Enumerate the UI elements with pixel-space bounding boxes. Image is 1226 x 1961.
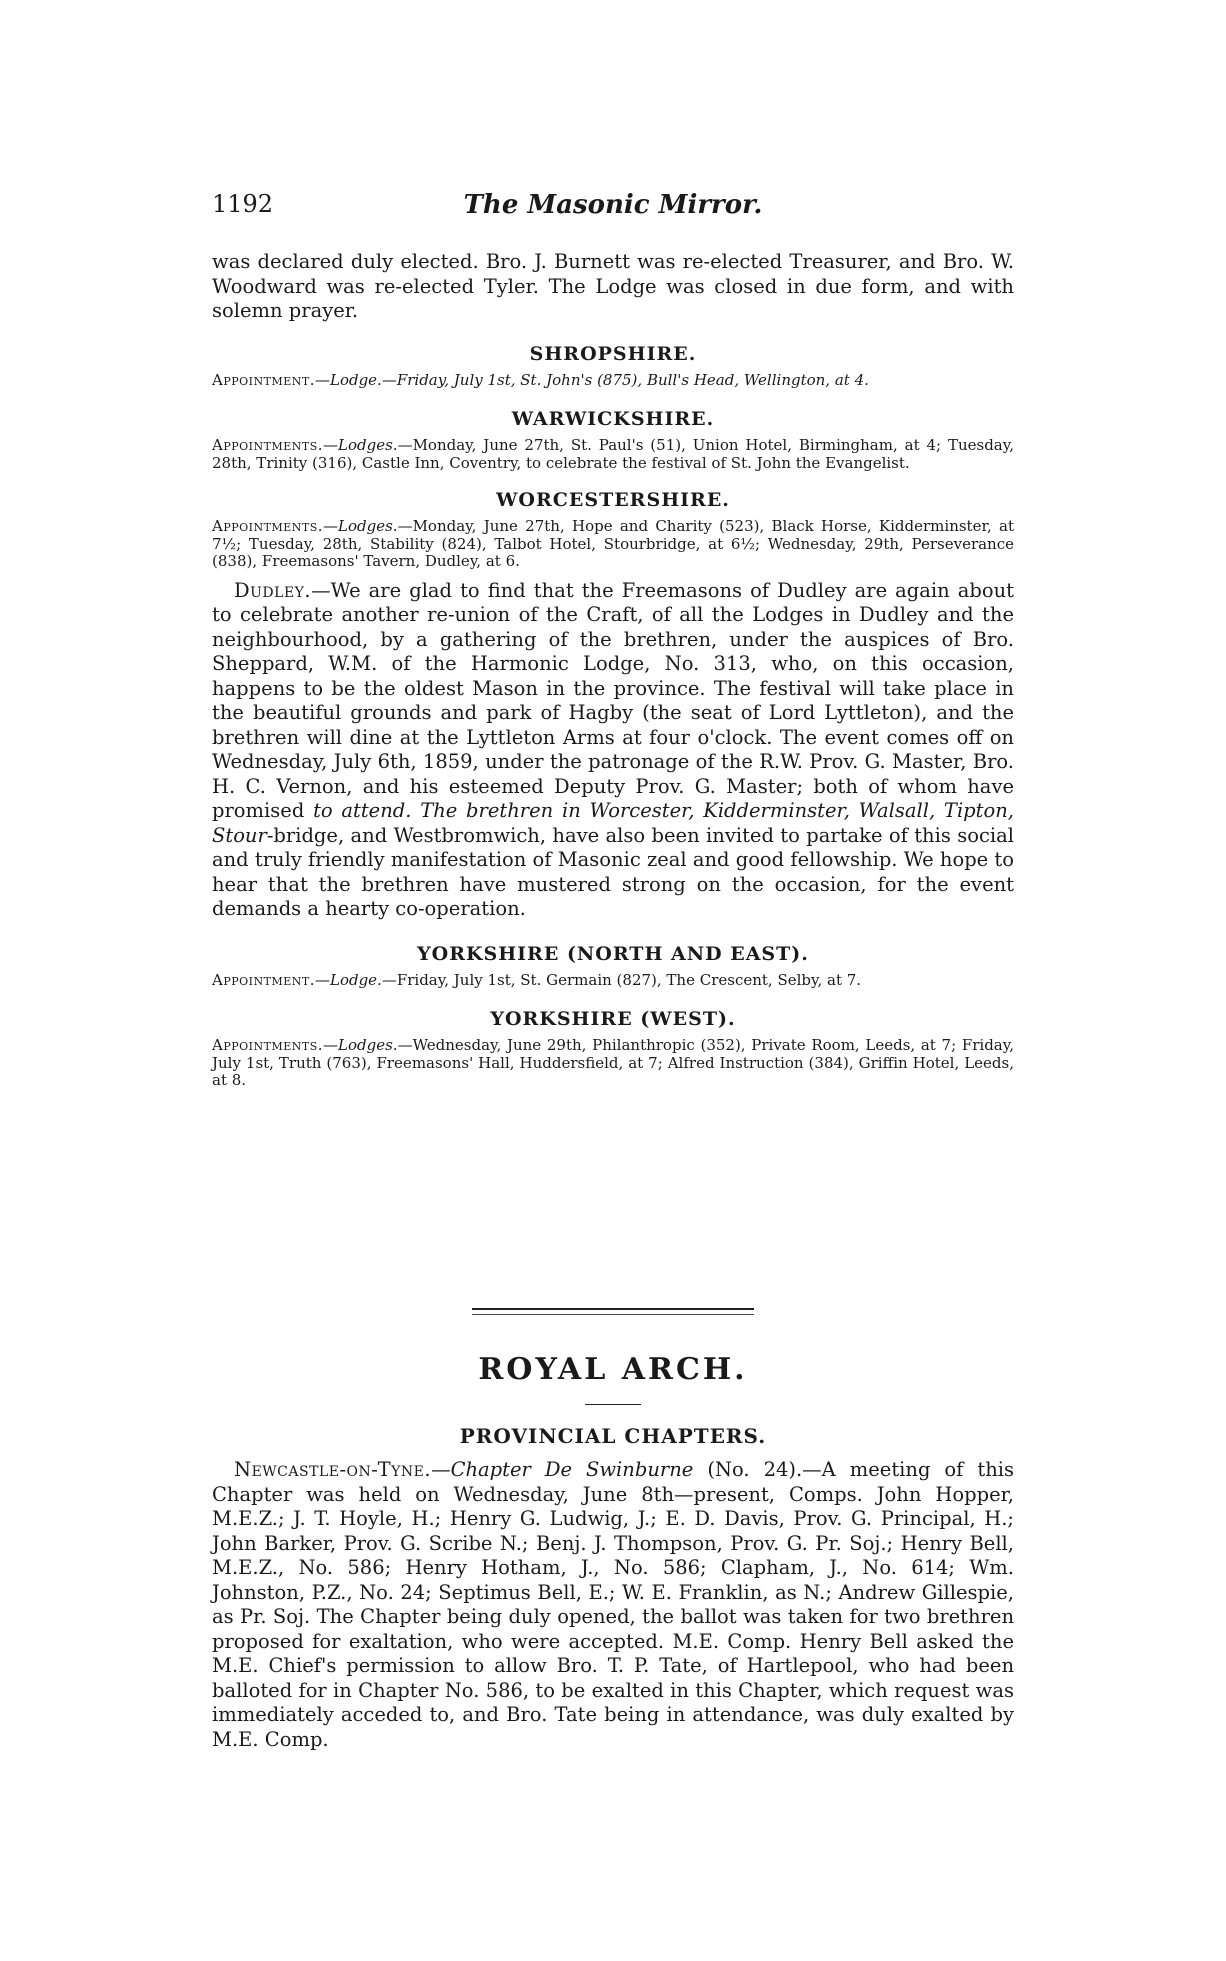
main-column	[212, 250, 1014, 1090]
page-number: 1192	[212, 190, 274, 218]
appointment-text: —Lodge.—Friday, July 1st, St. John's (875), Bull's Head, Wellington, at 4.	[314, 370, 869, 389]
running-title: The Masonic Mirror.	[463, 190, 763, 220]
heading-yorkshire-west: YORKSHIRE (WEST).	[490, 1008, 736, 1030]
dudley-text-2: bridge, and Westbromwich, have also been invited to partake of this social and truly friendly manifestation of Masonic zeal and good fellowship. We hope to hear that the brethren have mustered strong on the occasion, for the event demands a hearty co-operation.	[212, 823, 1014, 920]
heading-worcestershire: WORCESTERSHIRE.	[496, 489, 730, 511]
yorkshire-ne-appointment	[212, 972, 1014, 990]
appointments-text: —Monday, June 27th, St. Paul's (51), Union Hotel, Birmingham, at 4; Tuesday, 28th, Trinity (316), Castle Inn, Coventry, to celebrate the festival of St. John the Evangelist.	[212, 436, 1014, 472]
opening-paragraph: was declared duly elected. Bro. J. Burnett was re-elected Treasurer, and Bro. W. Woodward was re-elected Tyler. The Lodge was closed in due form, and with solemn prayer.	[212, 250, 1014, 322]
newcastle-paragraph	[212, 1458, 1014, 1752]
appointment-label: Appointment.	[212, 370, 315, 389]
newcastle-text: (No. 24).—A meeting of this Chapter was held on Wednesday, June 8th—present, Comps. John Hopper, M.E.Z.; J. T. Hoyle, H.; Henry G. Ludwig, J.; E. D. Davis, Prov. G. Principal, H.; John Barker, Prov. G. Scribe N.; Benj. J. Thompson, Prov. G. Pr. Soj.; Henry Bell, M.E.Z., No. 586; Henry Hotham, J., No. 586; Clapham, J., No. 614; Wm. Johnston, P.Z., No. 24; Septimus Bell, E.; W. E. Franklin, as N.; Andrew Gillespie, as Pr. Soj. The Chapter being duly opened, the ballot was taken for two brethren proposed for exaltation, who were accepted. M.E. Comp. Henry Bell asked the M.E. Chief's permission to allow Bro. T. P. Tate, of Hartlepool, who had been balloted for in Chapter No. 586, to be exalted in this Chapter, which request was immediately acceded to, and Bro. Tate being in attendance, was duly exalted by M.E. Comp.	[212, 1458, 1014, 1751]
heading-yorkshire-north-east: YORKSHIRE (NORTH AND EAST).	[417, 942, 809, 965]
chapter-label: —Chapter De Swinburne	[431, 1458, 694, 1481]
worcestershire-appointments	[212, 518, 1014, 571]
dudley-italic: to attend. The brethren in Worcester, Kidderminster, Walsall, Tipton, Stour-	[212, 799, 1014, 847]
appointment-label: Appointment.	[212, 970, 315, 989]
provincial-chapters-section	[212, 1424, 1014, 1752]
appointments-label: Appointments.	[212, 436, 324, 454]
yorkshire-w-appointments	[212, 1037, 1014, 1090]
heading-warwickshire: WARWICKSHIRE.	[511, 408, 715, 430]
dudley-paragraph	[212, 579, 1014, 922]
page-header	[212, 190, 1014, 232]
lodges-label: —Lodges.	[323, 1036, 398, 1054]
lodges-label: —Lodges.	[323, 517, 398, 535]
lodge-label: —Lodge.	[314, 970, 382, 989]
shropshire-appointment	[212, 372, 1014, 390]
warwickshire-appointments	[212, 437, 1014, 472]
royal-arch-section	[212, 1352, 1014, 1388]
heading-provincial-chapters: PROVINCIAL CHAPTERS.	[459, 1424, 767, 1448]
appointment-text: —Friday, July 1st, St. Germain (827), The Crescent, Selby, at 7.	[381, 970, 862, 989]
appointments-text: —Wednesday, June 29th, Philanthropic (352), Private Room, Leeds, at 7; Friday, July 1st, Truth (763), Freemasons' Hall, Huddersfield, at 7; Alfred Instruction (384), Griffin Hotel, Leeds, at 8.	[212, 1036, 1014, 1089]
appointments-text: —Monday, June 27th, Hope and Charity (523), Black Horse, Kidderminster, at 7½; Tuesday, 28th, Stability (824), Talbot Hotel, Stourbridge, at 6½; Wednesday, 29th, Perseverance (838), Freemasons' Tavern, Dudley, at 6.	[212, 517, 1014, 570]
heading-royal-arch: ROYAL ARCH.	[478, 1352, 748, 1387]
heading-shropshire: SHROPSHIRE.	[529, 342, 697, 365]
newcastle-label: Newcastle-on-Tyne.	[234, 1458, 432, 1481]
dudley-text-1: —We are glad to find that the Freemasons of Dudley are again about to celebrate another re-union of the Craft, of all the Lodges in Dudley and the neighbourhood, by a gathering of the brethren, under the auspices of Bro. Sheppard, W.M. of the Harmonic Lodge, No. 313, who, on this occasion, happens to be the oldest Mason in the province. The festival will take place in the beautiful grounds and park of Hagby (the seat of Lord Lyttleton), and the brethren will dine at the Lyttleton Arms at four o'clock. The event comes off on Wednesday, July 6th, 1859, under the patronage of the R.W. Prov. G. Master, Bro. H. C. Vernon, and his esteemed Deputy Prov. G. Master; both of whom have promised	[212, 578, 1014, 822]
section-divider-top	[472, 1308, 754, 1310]
dudley-label: Dudley.	[234, 578, 312, 602]
lodges-label: —Lodges.	[323, 436, 398, 454]
heading-rule	[585, 1404, 641, 1405]
appointments-label: Appointments.	[212, 517, 324, 535]
section-divider-bottom	[472, 1314, 754, 1315]
appointments-label: Appointments.	[212, 1036, 324, 1054]
